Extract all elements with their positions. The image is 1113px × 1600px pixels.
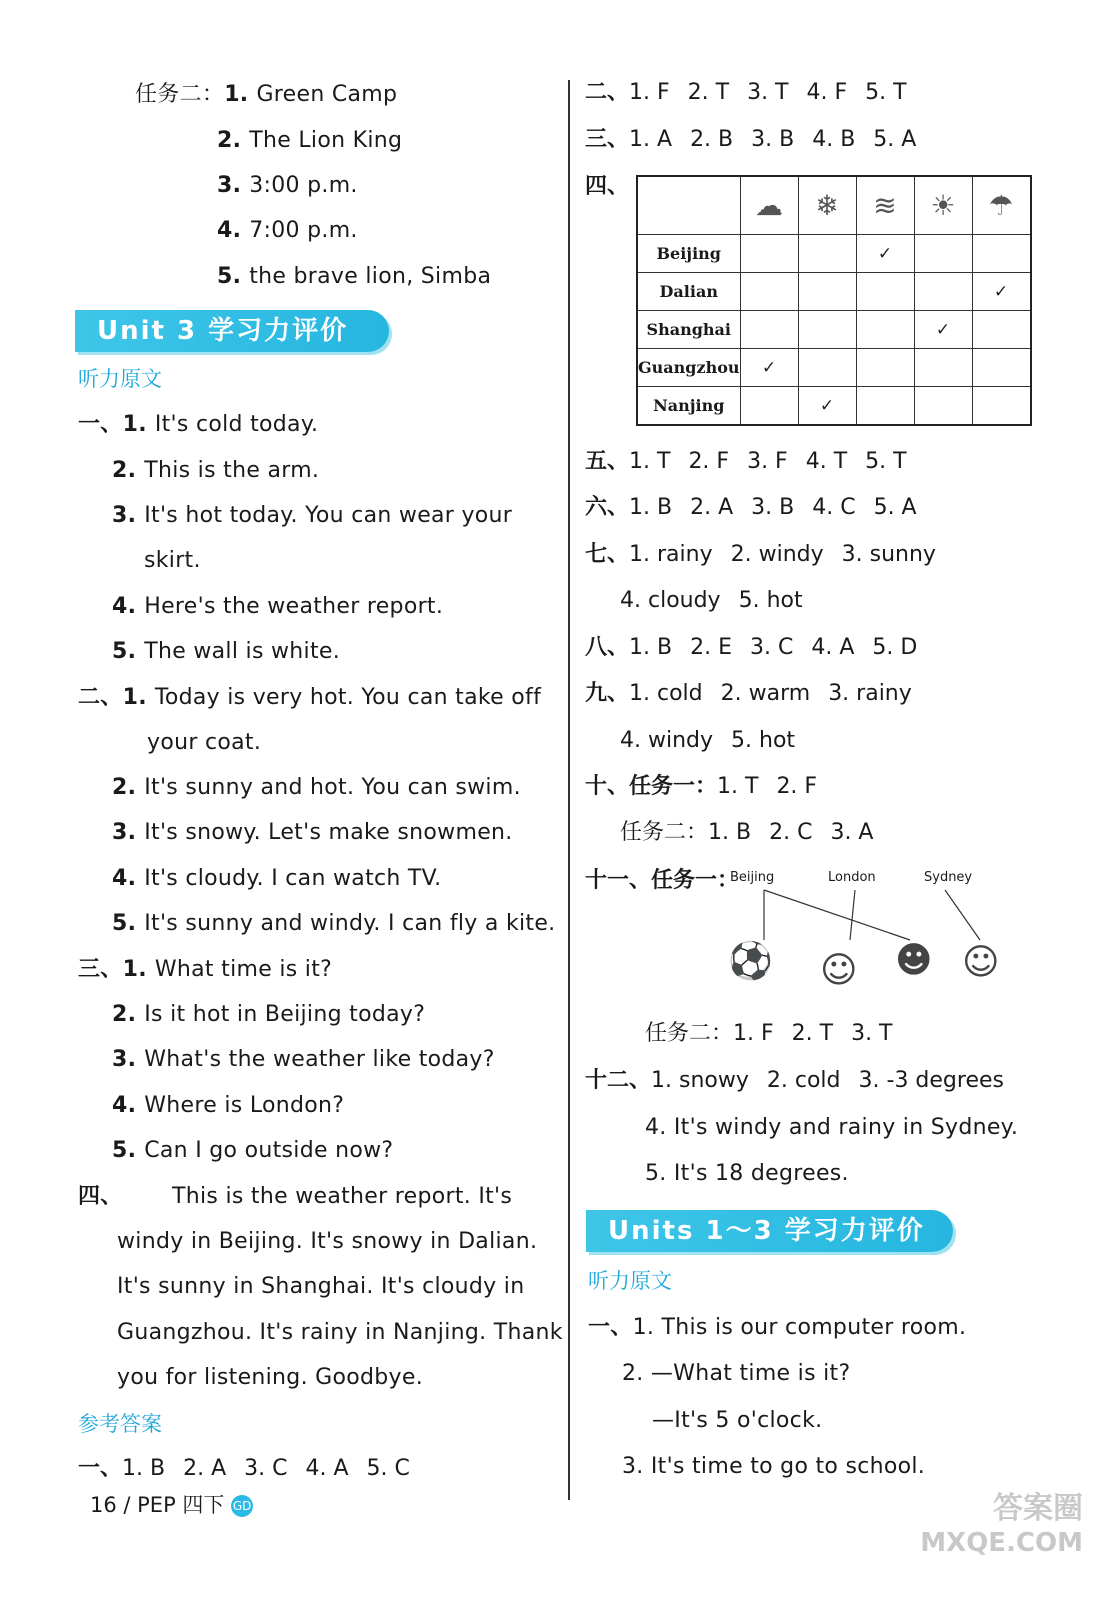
- u13-line-3: —It's 5 o'clock.: [652, 1408, 823, 1433]
- part2-item-4: 4. It's cloudy. I can watch TV.: [112, 866, 442, 891]
- part1-item-5: 5. The wall is white.: [112, 639, 341, 664]
- table-corner: [637, 176, 740, 235]
- table-row: [637, 349, 1031, 387]
- part2-item-3: 3. It's snowy. Let's make snowmen.: [112, 820, 513, 845]
- part1-item-4: 4. Here's the weather report.: [112, 594, 444, 619]
- u13-line-4: 3. It's time to go to school.: [622, 1454, 926, 1479]
- kids-football-icon: ⚽: [728, 941, 773, 982]
- answers-row-1: 一、1. B 2. A 3. C 4. A 5. C: [78, 1456, 410, 1481]
- check-mark: ✓: [740, 349, 798, 387]
- answers-label: 参考答案: [78, 1412, 162, 1436]
- units1-3-banner: Units 1～3 学习力评价: [586, 1210, 953, 1252]
- r10-row-2: 任务二：1. B 2. C 3. A: [620, 820, 874, 845]
- part4-line-1: This is the weather report. It's: [172, 1184, 513, 1209]
- part3-item-4: 4. Where is London?: [112, 1093, 345, 1118]
- windy-icon: ≋: [856, 176, 914, 235]
- match-line: [764, 890, 910, 940]
- part4-line-4: Guangzhou. It's rainy in Nanjing. Thank: [117, 1320, 563, 1345]
- task2-item-4: 4. 7:00 p.m.: [217, 218, 358, 243]
- part2-item-1-cont: your coat.: [147, 730, 262, 755]
- city-cell: Guangzhou: [637, 349, 740, 387]
- part1-item-3-cont: skirt.: [144, 548, 201, 573]
- city-cell: Dalian: [637, 273, 740, 311]
- table-row: [637, 311, 1031, 349]
- watermark-line-2: MXQE.COM: [920, 1528, 1083, 1558]
- task2-item-5: 5. the brave lion, Simba: [217, 264, 492, 289]
- cloudy-icon: ☁: [740, 176, 798, 235]
- r6-row: 六、1. B 2. A 3. B 4. C 5. A: [585, 495, 917, 520]
- table-row: [637, 273, 1031, 311]
- page-footer: [90, 1490, 253, 1520]
- check-mark: ✓: [798, 387, 856, 426]
- u13-line-2: 2. —What time is it?: [622, 1361, 851, 1386]
- r3-row: 三、1. A 2. B 3. B 4. B 5. A: [585, 127, 917, 152]
- r7-row-2: 4. cloudy 5. hot: [620, 588, 803, 613]
- listening-label: 听力原文: [78, 367, 162, 391]
- task2-item-1: 任务二：1. Green Camp: [135, 82, 398, 107]
- r11-row-2: 任务二：1. F 2. T 3. T: [645, 1021, 893, 1046]
- part1-item-2: 2. This is the arm.: [112, 458, 320, 483]
- snowy-icon: ❄: [798, 176, 856, 235]
- listening-label-2: 听力原文: [588, 1269, 672, 1293]
- r7-row-1: 七、1. rainy 2. windy 3. sunny: [585, 542, 936, 567]
- part4-prefix: 四、: [78, 1184, 123, 1209]
- watermark-logo: [920, 1492, 1083, 1560]
- r9-row-2: 4. windy 5. hot: [620, 728, 796, 753]
- city-cell: Nanjing: [637, 387, 740, 426]
- gd-badge: GD: [231, 1495, 253, 1517]
- column-divider: [568, 80, 570, 1500]
- r5-row: 五、1. T 2. F 3. F 4. T 5. T: [585, 449, 907, 474]
- part2-item-1: 二、1. Today is very hot. You can take off: [78, 685, 542, 710]
- part4-line-5: you for listening. Goodbye.: [117, 1365, 424, 1390]
- part3-item-2: 2. Is it hot in Beijing today?: [112, 1002, 426, 1027]
- check-mark: ✓: [856, 235, 914, 273]
- unit3-banner: Unit 3 学习力评价: [75, 310, 389, 352]
- kid-icon: ☻: [895, 940, 933, 981]
- check-mark: ✓: [972, 273, 1031, 311]
- part1-item-1: 一、1. It's cold today.: [78, 412, 319, 437]
- part1-item-3: 3. It's hot today. You can wear your: [112, 503, 513, 528]
- map-label-london: London: [828, 870, 876, 885]
- sunny-icon: ☀: [914, 176, 972, 235]
- r9-row-1: 九、1. cold 2. warm 3. rainy: [585, 681, 912, 706]
- r11-prefix: 十一、任务一：: [585, 868, 740, 893]
- table-row: [637, 387, 1031, 426]
- check-mark: ✓: [914, 311, 972, 349]
- kid-icon: ☺: [962, 942, 1000, 983]
- table-row: [637, 235, 1031, 273]
- r2-row: 二、1. F 2. T 3. T 4. F 5. T: [585, 80, 907, 105]
- u13-line-1: 一、1. This is our computer room.: [588, 1315, 967, 1340]
- watermark-line-1: 答案圈: [993, 1491, 1083, 1526]
- task2-item-3: 3. 3:00 p.m.: [217, 173, 358, 198]
- city-cell: Beijing: [637, 235, 740, 273]
- rainy-icon: ☂: [972, 176, 1031, 235]
- match-line: [850, 890, 855, 940]
- map-label-sydney: Sydney: [924, 870, 973, 885]
- kid-kite-icon: ☺: [820, 950, 858, 991]
- match-line: [945, 890, 980, 940]
- r12-item-5: 5. It's 18 degrees.: [645, 1161, 849, 1186]
- r10-row-1: 十、任务一：1. T 2. F: [585, 774, 818, 799]
- page-number: 16 / PEP 四下: [90, 1493, 225, 1517]
- r4-prefix: 四、: [585, 174, 630, 199]
- part4-line-3: It's sunny in Shanghai. It's cloudy in: [117, 1274, 525, 1299]
- r12-item-4: 4. It's windy and rainy in Sydney.: [645, 1115, 1019, 1140]
- map-label-beijing: Beijing: [730, 870, 775, 885]
- part3-item-5: 5. Can I go outside now?: [112, 1138, 394, 1163]
- part4-line-2: windy in Beijing. It's snowy in Dalian.: [117, 1229, 538, 1254]
- part2-item-5: 5. It's sunny and windy. I can fly a kite.: [112, 911, 556, 936]
- r12-row-1: 十二、1. snowy 2. cold 3. -3 degrees: [585, 1068, 1004, 1093]
- task2-item-2: 2. The Lion King: [217, 128, 403, 153]
- weather-table: [636, 175, 1032, 426]
- part3-item-3: 3. What's the weather like today?: [112, 1047, 495, 1072]
- part3-item-1: 三、1. What time is it?: [78, 957, 333, 982]
- r8-row: 八、1. B 2. E 3. C 4. A 5. D: [585, 635, 918, 660]
- weather-table-header: [637, 176, 1031, 235]
- city-cell: Shanghai: [637, 311, 740, 349]
- part2-item-2: 2. It's sunny and hot. You can swim.: [112, 775, 521, 800]
